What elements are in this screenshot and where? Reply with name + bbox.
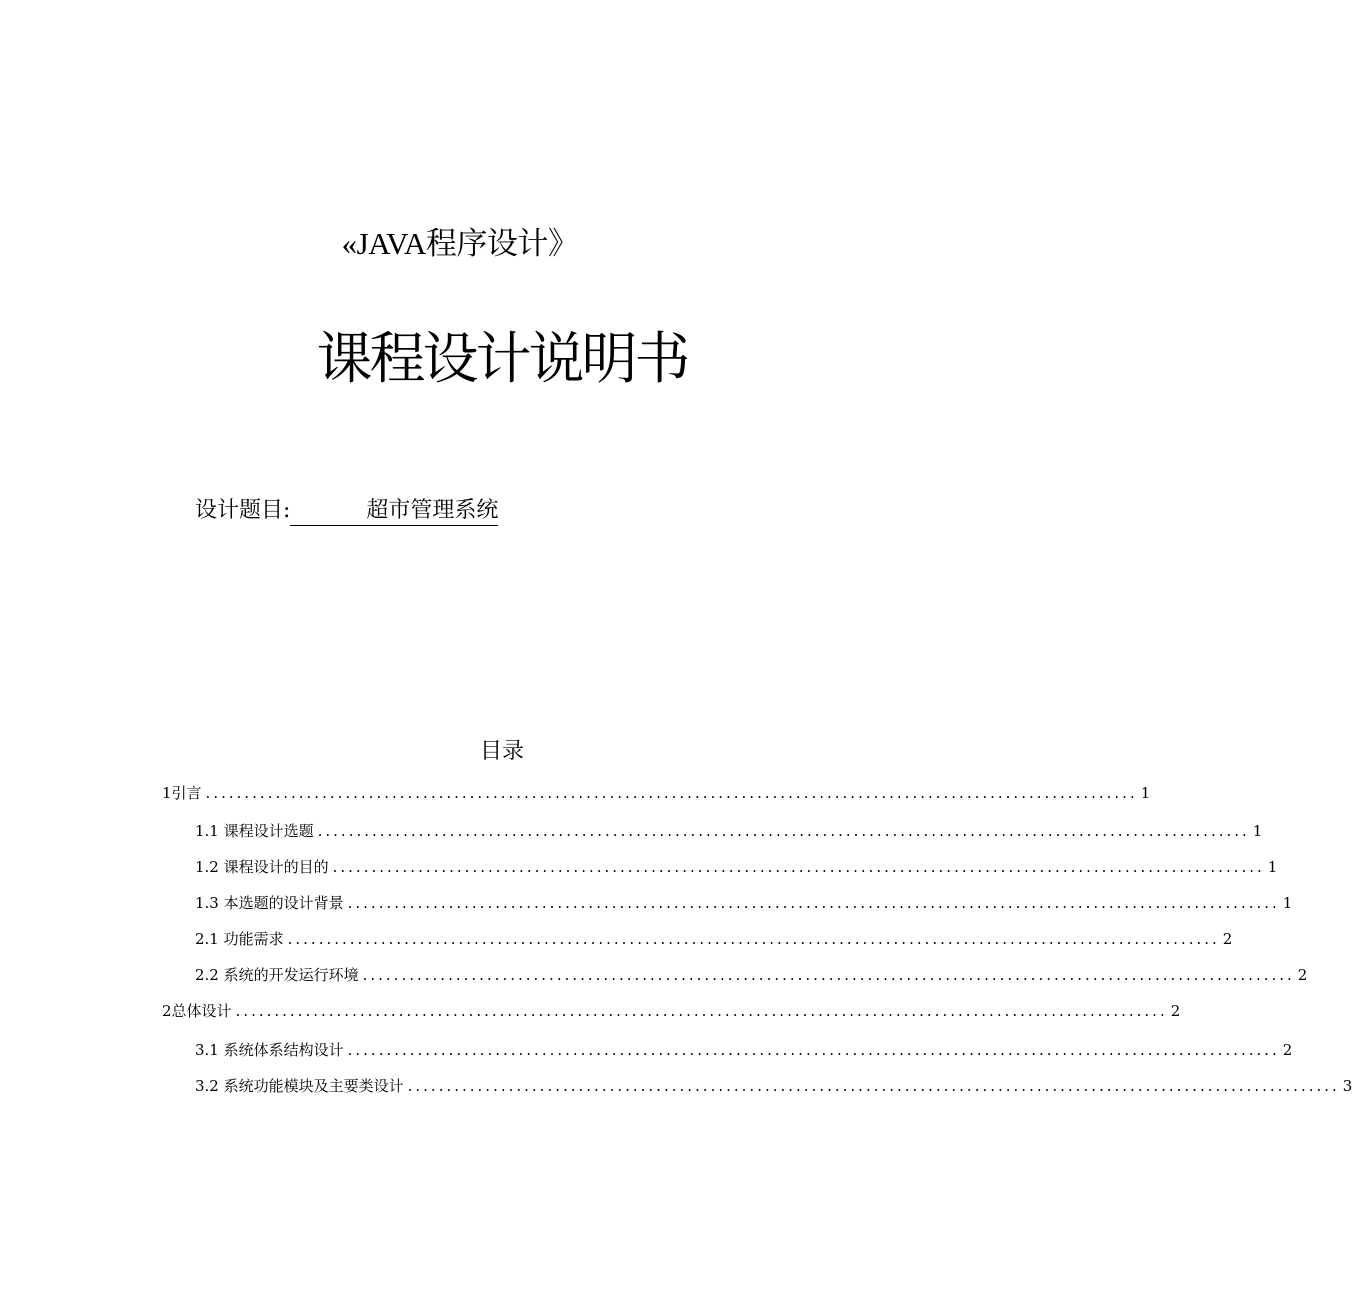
toc-entry-text: 3.1 系统体系结构设计 — [195, 1041, 344, 1059]
toc-entry-text: 3.2 系统功能模块及主要类设计 — [195, 1077, 404, 1095]
toc-entry-text: 1.2 课程设计的目的 — [195, 858, 329, 876]
toc-entry[interactable] — [195, 820, 1263, 840]
toc-page-number: 2 — [1170, 1002, 1181, 1020]
toc-leader-dots: ........................................................................................................................ — [362, 966, 1295, 984]
toc-page-number: 3 — [1342, 1077, 1352, 1095]
topic-label: 设计题目: — [195, 498, 291, 523]
toc-leader-dots: ........................................................................................................................ — [235, 1002, 1168, 1020]
toc-entry-text: 2.1 功能需求 — [195, 930, 284, 948]
toc-entry[interactable] — [195, 1075, 1352, 1095]
toc-entry-text: 1.1 课程设计选题 — [195, 822, 314, 840]
toc-page-number: 2 — [1222, 930, 1233, 948]
toc-page-number: 1 — [1282, 894, 1293, 912]
toc-entry[interactable] — [195, 1039, 1293, 1059]
toc-page-number: 1 — [1267, 858, 1278, 876]
toc-leader-dots: ........................................................................................................................ — [347, 894, 1280, 912]
toc-entry[interactable] — [162, 1000, 1181, 1020]
toc-leader-dots: ........................................................................................................................ — [287, 930, 1220, 948]
document-title: 课程设计说明书 — [316, 327, 688, 392]
toc-page-number: 1 — [1140, 784, 1151, 802]
toc-page-number: 1 — [1252, 822, 1263, 840]
toc-page-number: 2 — [1282, 1041, 1293, 1059]
toc-leader-dots: ........................................................................................................................ — [347, 1041, 1280, 1059]
toc-entry[interactable] — [195, 928, 1233, 948]
toc-entry[interactable] — [195, 856, 1278, 876]
design-topic — [195, 493, 498, 526]
toc-entry[interactable] — [195, 892, 1293, 912]
course-name: «JAVA程序设计》 — [341, 226, 579, 261]
toc-leader-dots: ........................................................................................................................ — [205, 784, 1138, 802]
toc-entry-text: 1.3 本选题的设计背景 — [195, 894, 344, 912]
toc-leader-dots: ........................................................................................................................ — [407, 1077, 1340, 1095]
toc-entry-text: 1引言 — [162, 784, 202, 802]
toc-entry-text: 2总体设计 — [162, 1002, 232, 1020]
toc-entry-text: 2.2 系统的开发运行环境 — [195, 966, 359, 984]
toc-leader-dots: ........................................................................................................................ — [317, 822, 1250, 840]
toc-entry[interactable] — [162, 782, 1151, 802]
topic-value: 超市管理系统 — [290, 497, 498, 526]
toc-leader-dots: ........................................................................................................................ — [332, 858, 1265, 876]
toc-entry[interactable] — [195, 964, 1308, 984]
toc-page-number: 2 — [1297, 966, 1308, 984]
toc-heading: 目录 — [479, 739, 524, 764]
